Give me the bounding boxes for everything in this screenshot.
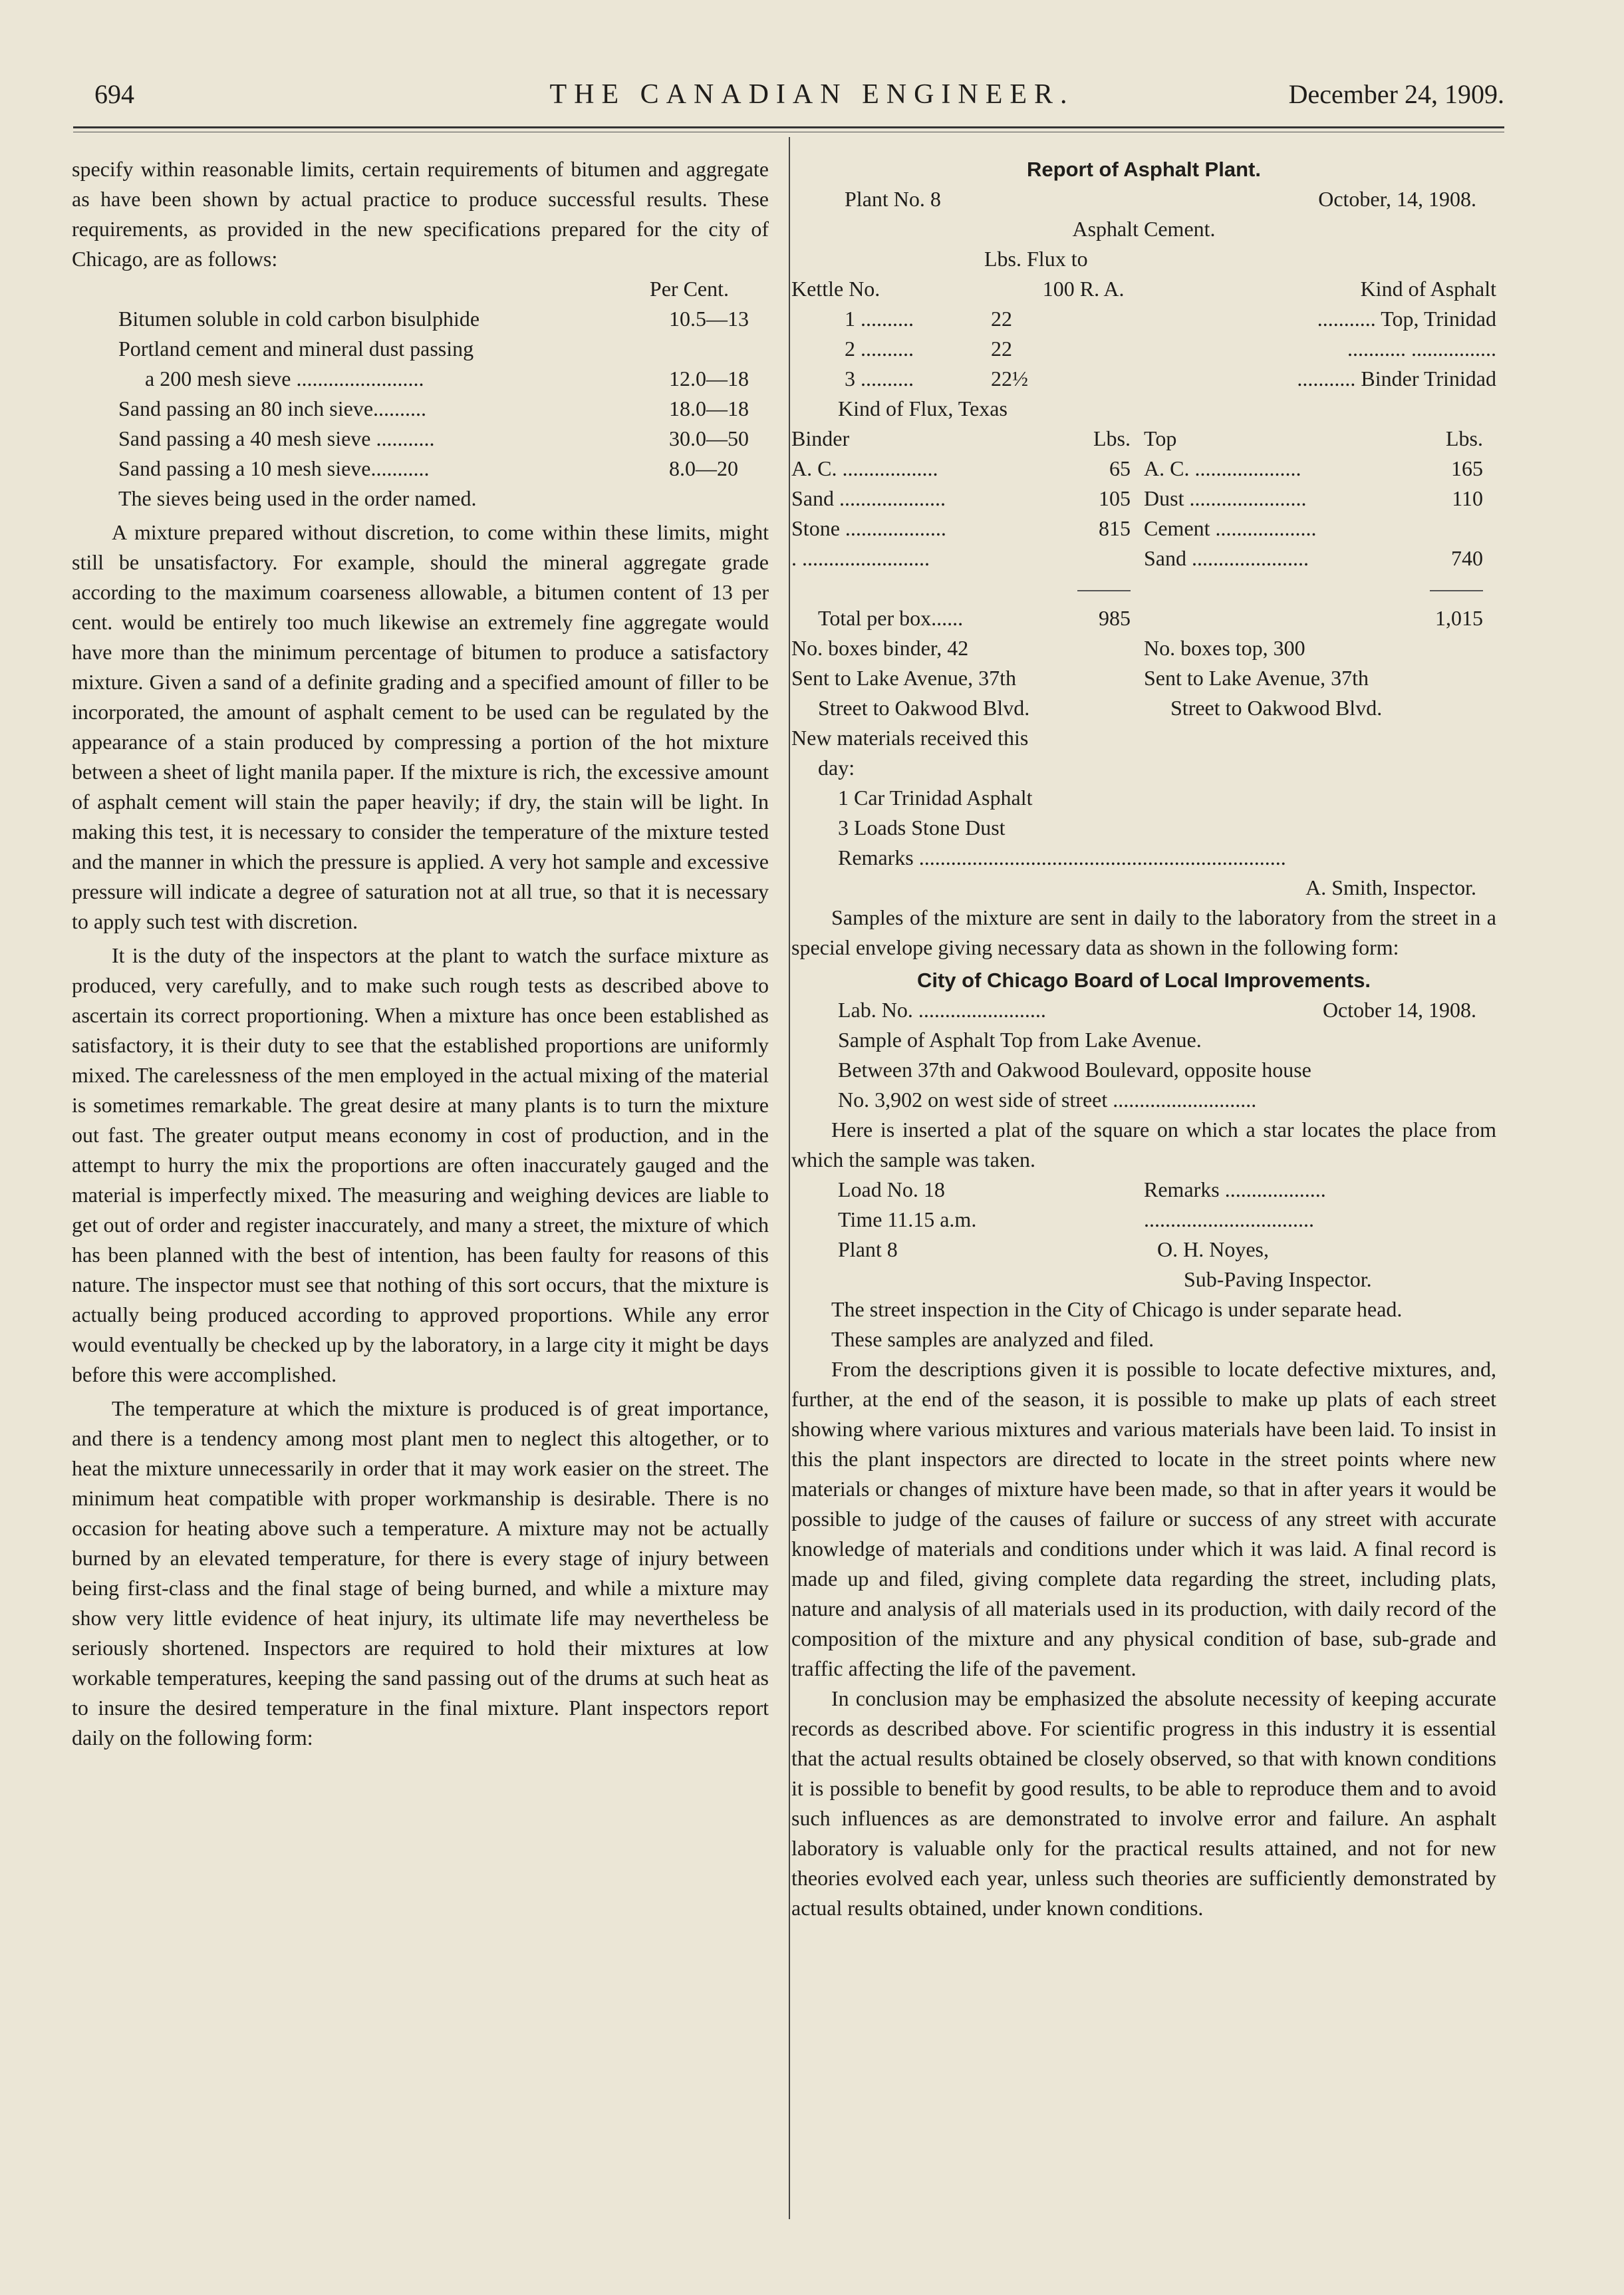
paragraph-conclusion: In conclusion may be emphasized the absolute necessity of keeping accurate records as described above. For scientific progress in this industry it is essential that the actual results obtained be closely observed, so that with known conditions it is possible to benefit by good results, to be able to reproduce them and to avoid such influences as are demonstrated to involve error and failure. An asphalt laboratory is valuable only for the practical results attained, and not for new theories evolved each year, unless such theories are sufficiently demonstrated by actual results obtained, under known conditions.	[791, 1686, 1496, 1920]
sent-top: Sent to Lake Avenue, 37th	[1144, 666, 1369, 690]
specification-table	[72, 274, 769, 514]
plant-line	[791, 184, 1496, 214]
material-item: 1 Car Trinidad Asphalt	[838, 786, 1033, 810]
spec-header: Per Cent.	[649, 277, 729, 301]
boxes-binder: No. boxes binder, 42	[791, 636, 969, 660]
lbs-flux-label: Lbs. Flux to	[984, 247, 1088, 271]
top-row: Cement ...................	[1144, 516, 1317, 540]
board-title: City of Chicago Board of Local Improvements.	[916, 969, 1371, 992]
paragraph-analyzed: These samples are analyzed and filed.	[831, 1327, 1154, 1351]
flux-kind: Kind of Flux, Texas	[838, 396, 1008, 420]
spec-row: Portland cement and mineral dust passing	[118, 337, 474, 361]
header-rule	[73, 126, 1504, 128]
right-column	[791, 154, 1496, 1923]
spec-note: The sieves being used in the order named.	[118, 486, 477, 510]
paragraph-street: The street inspection in the City of Chicago is under separate head.	[831, 1297, 1403, 1321]
kettle-header: Kettle No. 100 R. A. Kind of Asphalt	[791, 277, 1496, 301]
inspector-signature: A. Smith, Inspector.	[1305, 875, 1476, 899]
report-title: Report of Asphalt Plant.	[1027, 158, 1261, 181]
paragraph-temperature: The temperature at which the mixture is produced is of great importance, and there is a tendency among most plant men to neglect this altogether, or to heat the mixture unnecessarily in order that it may work easier on the street. The minimum heat compatible with proper workmanship is desirable. There is no occasion for heating above such a temperature. A mixture may not be actually burned by an elevated temperature, for there is every stage of injury between being first-class and the final stage of being burned, and while a mixture may show very little evidence of heat injury, its ultimate life may nevertheless be seriously shortened. Inspectors are required to hold their mixtures at low workable temperatures, keeping the sand passing out of the drums at such heat as to insure the desired temperature in the final mixture. Plant inspectors report daily on the following form:	[72, 1396, 769, 1750]
between-line: Between 37th and Oakwood Boulevard, opposite house	[838, 1058, 1311, 1082]
paragraph-samples: Samples of the mixture are sent in daily to the laboratory from the street in a special envelope giving necessary data as shown in the following form:	[791, 905, 1496, 959]
new-materials: New materials received this	[791, 726, 1029, 750]
spec-row: a 200 mesh sieve ........................ 12.0—18	[145, 367, 749, 390]
paragraph-mixture: A mixture prepared without discretion, to come within these limits, might still be unsatisfactory. For example, should the mineral aggregate grade according to the maximum coarseness allowable, a bitumen content of 13 per cent. would be entirely too much likewise an extremely fine aggregate would have more than the minimum percentage of bitumen to produce a satisfactory mixture. Given a sand of a definite grading and a specified amount of filler to be incorporated, the amount of asphalt cement to be used can be regulated by the appearance of a stain produced by compressing a portion of the hot mixture between a sheet of light manila paper. If the mixture is rich, the excessive amount of asphalt cement will stain the paper heavily; if dry, the stain will be light. In making this test, it is necessary to consider the temperature of the mixture tested and the manner in which the pressure is applied. A very hot sample and excessive pressure will indicate a degree of saturation not at all true, so that it is necessary to apply such test with discretion.	[72, 520, 769, 933]
page-number: 694	[94, 79, 134, 109]
spec-row: Sand passing a 10 mesh sieve........... 8.0—20	[118, 456, 738, 480]
sub-paving-signature: Sub-Paving Inspector.	[1184, 1267, 1372, 1291]
plant-number: Plant No. 8	[845, 187, 941, 211]
intro-paragraph: specify within reasonable limits, certain requirements of bitumen and aggregate as have been shown by actual practice to produce successful results. These requirements, as provided in the new specifications prepared for the city of Chicago, are as follows:	[72, 157, 769, 271]
report-date: October, 14, 1908.	[1318, 187, 1476, 211]
journal-title: THE CANADIAN ENGINEER.	[549, 79, 1075, 110]
boxes-top: No. boxes top, 300	[1144, 636, 1305, 660]
binder-row: A. C. .................. 65	[791, 456, 1131, 480]
binder-row: Sand .................... 105	[791, 486, 1131, 510]
top-row: Sand ...................... 740	[1144, 546, 1483, 570]
top-row: A. C. .................... 165	[1144, 456, 1483, 480]
spec-row: Sand passing a 40 mesh sieve ........... 30.0—50	[118, 426, 749, 450]
remarks-line: Remarks .....................................................................	[838, 845, 1286, 869]
kettle-row: 1 .......... 22 ........... Top, Trinidad	[845, 307, 1496, 331]
plat-note: Here is inserted a plat of the square on which a star locates the place from which the sample was taken.	[791, 1118, 1496, 1171]
top-table: Top Lbs. A. C. .................... 165 Dust ...................... 110 Cement ................... Sand ...................... 740 1,015	[1144, 424, 1496, 633]
spec-row: Sand passing an 80 inch sieve.......... 18.0—18	[118, 396, 749, 420]
paragraph-descriptions: From the descriptions given it is possible to locate defective mixtures, and, further, at the end of the season, it is possible to make up plats of each street showing where various mixtures and various materials have been laid. To insist in this the plant inspectors are directed to locate in the street points where new materials or changes of mixture have been made, so that in after years it would be possible to judge of the causes of failure or success of any street with accurate knowledge of materials and conditions under which it was laid. A final record is made up and filed, giving complete data regarding the street, including plats, nature and analysis of all materials used in its production, with daily record of the composition of the mixture and any physical condition of base, sub-grade and traffic affecting the life of the pavement.	[791, 1357, 1496, 1680]
material-item: 3 Loads Stone Dust	[838, 816, 1006, 840]
sample-line: Sample of Asphalt Top from Lake Avenue.	[838, 1028, 1202, 1052]
top-total: 1,015	[1435, 606, 1483, 630]
sample-form: Load No. 18 Remarks ................... Time 11.15 a.m. ................................ Plant 8 O. H. Noyes, Sub-Paving Inspector.	[791, 1175, 1496, 1295]
kettle-row: 3 .......... 22½ ........... Binder Trinidad	[845, 367, 1496, 390]
sent-binder: Sent to Lake Avenue, 37th	[791, 666, 1016, 690]
asphalt-cement-label: Asphalt Cement.	[1072, 217, 1216, 241]
binder-table: Binder Lbs. A. C. .................. 65 Sand .................... 105 Stone ................... 815 . ........................ Total per box...... 985	[791, 424, 1144, 633]
binder-row: Stone ................... 815	[791, 516, 1131, 540]
column-divider	[789, 137, 790, 2219]
binder-total: Total per box...... 985	[818, 606, 1131, 630]
kettle-row: 2 .......... 22 ........... ................	[845, 337, 1496, 361]
paragraph-inspectors: It is the duty of the inspectors at the plant to watch the surface mixture as produced, very carefully, and to make such rough tests as described above to ascertain its correct proportioning. When a mixture has once been established as satisfactory, it is their duty to see that the established proportions are uniformly mixed. The carelessness of the men employed in the actual mixing of the material is sometimes remarkable. The great desire at many plants is to turn the mixture out fast. The greater output means economy in cost of production, and in the attempt to hurry the mix the proportions are often inaccurately gauged and the material is imperfectly mixed. The measuring and weighing devices are liable to get out of order and register inaccurately, and many a street, the mixture of which has been planned with the best of intention, has been faulty for reasons of this nature. The inspector must see that nothing of this sort occurs, that the mixture is actually being produced according to approved proportions. While any error would eventually be checked up by the laboratory, in a large city it might be days before this were accomplished.	[72, 943, 769, 1386]
house-line: No. 3,902 on west side of street ...........................	[838, 1088, 1257, 1112]
spec-row: Bitumen soluble in cold carbon bisulphide 10.5—13	[118, 307, 749, 331]
left-column	[72, 154, 769, 1753]
issue-date: December 24, 1909.	[1288, 79, 1504, 109]
binder-row: . ........................	[791, 546, 930, 570]
lab-line: Lab. No. ........................ October 14, 1908.	[838, 998, 1476, 1022]
top-row: Dust ...................... 110	[1144, 486, 1483, 510]
mix-tables: Binder Lbs. A. C. .................. 65 Sand .................... 105 Stone ................... 815 . ........................ Total per box...... 985 Top Lbs. A. C. .................... 165 Dust ...................... 110 Cement ................... Sand ...................... 740 1,015 No. boxes binder, 42 Sent to Lake Avenue, 37th Street to Oakwood Blvd. New materials received this day: 1 Car Trinidad Asphalt 3 Loads Stone Dust No. boxes top, 300 Sent to Lake Avenue, 37th Street to Oakwood Blvd.	[791, 424, 1496, 843]
